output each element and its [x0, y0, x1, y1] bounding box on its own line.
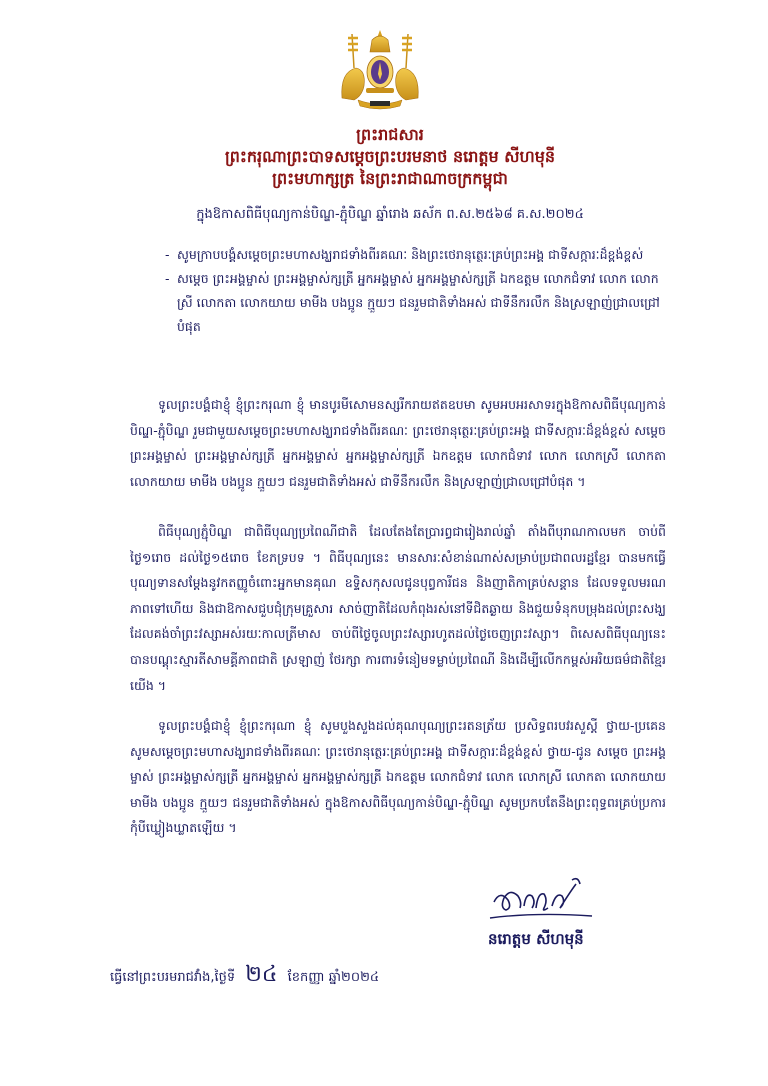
addressee-item: - សូមក្រាបបង្គំសម្តេចព្រះមហាសង្ឃរាជទាំងពីរគណៈ និងព្រះថេរានុត្ថេរៈគ្រប់ព្រះអង្គ ជាទីសក្ការៈដ៏ខ្ពង់ខ្ពស់	[165, 247, 644, 262]
date-suffix: ខែកញ្ញា ឆ្នាំ២០២៤	[287, 970, 380, 985]
handwritten-signature	[486, 862, 596, 924]
addressee-text: សូមក្រាបបង្គំសម្តេចព្រះមហាសង្ឃរាជទាំងពីរគណៈ និងព្រះថេរានុត្ថេរៈគ្រប់ព្រះអង្គ ជាទីសក្ការៈដ៏ខ្ពង់ខ្ពស់	[177, 247, 644, 262]
king-name-line: ព្រះករុណាព្រះបាទសម្តេចព្រះបរមនាថ នរោត្តម សីហមុនី	[224, 147, 556, 166]
message-title: ព្រះរាជសារ	[356, 125, 424, 144]
addressee-text: សម្តេច ព្រះអង្គម្ចាស់ ព្រះអង្គម្ចាស់ក្សត្រី អ្នកអង្គម្ចាស់ អ្នកអង្គម្ចាស់ក្សត្រី ឯកឧត្តម លោកជំទាវ លោក លោកស្រី លោកតា លោកយាយ មាមីង បងប្អូន ក្មួយៗ ជនរួមជាតិទាំងអស់ ជាទីនឹករលឹក និងស្រឡាញ់ជ្រាលជ្រៅបំផុត	[177, 271, 660, 334]
body-paragraph-3: ទូលព្រះបង្គំជាខ្ញុំ ខ្ញុំព្រះករុណា ខ្ញុំ សូមបួងសួងដល់គុណបុណ្យព្រះរតនត្រ័យ ប្រសិទ្ធពរបវរសួស្តី ថ្វាយ-ប្រគេន សូមសម្តេចព្រះមហាសង្ឃរាជទាំងពីរគណៈ ព្រះថេរានុត្ថេរៈគ្រប់ព្រះអង្គ ជាទីសក្ការៈដ៏ខ្ពង់ខ្ពស់ ថ្វាយ-ជូន សម្តេច ព្រះអង្គម្ចាស់ ព្រះអង្គម្ចាស់ក្សត្រី អ្នកអង្គម្ចាស់ អ្នកអង្គម្ចាស់ក្សត្រី ឯកឧត្តម លោកជំទាវ លោក លោកស្រី លោកតា លោកយាយ មាមីង បងប្អូន ក្មួយៗ ជនរួមជាតិទាំងអស់ ក្នុងឱកាសពិធីបុណ្យកាន់បិណ្ឌ-ភ្ជុំបិណ្ឌ សូមប្រកបតែនឹងព្រះពុទ្ធពរគ្រប់ប្រការកុំបីឃ្លៀងឃ្លាតឡើយ ។	[130, 718, 666, 836]
date-line	[110, 960, 379, 992]
occasion-line: ក្នុងឱកាសពិធីបុណ្យកាន់បិណ្ឌ-ភ្ជុំបិណ្ឌ ឆ្នាំរោង ឆស័ក ព.ស.២៥៦៨ គ.ស.២០២៤	[196, 207, 584, 222]
date-prefix: ធ្វើនៅព្រះបរមរាជវាំង,ថ្ងៃទី	[110, 970, 236, 985]
message-header	[120, 124, 660, 190]
signer-name: នរោត្តម សីហមុនី	[488, 930, 584, 948]
addressee-list	[165, 243, 665, 339]
king-role-line: ព្រះមហាក្សត្រ នៃព្រះរាជាណាចក្រកម្ពុជា	[272, 169, 508, 188]
royal-emblem-icon	[336, 28, 424, 112]
date-day: ២៤	[245, 962, 278, 987]
body-paragraph-2: ពិធីបុណ្យភ្ជុំបិណ្ឌ ជាពិធីបុណ្យប្រពៃណីជាតិ ដែលតែងតែប្រារព្ធជារៀងរាល់ឆ្នាំ តាំងពីបុរាណកាលមក ចាប់ពីថ្ងៃ១រោច ដល់ថ្ងៃ១៥រោច ខែភទ្របទ ។ ពិធីបុណ្យនេះ មានសារៈសំខាន់ណាស់សម្រាប់ប្រជាពលរដ្ឋខ្មែរ បានមកធ្វើបុណ្យទានសម្តែងនូវកតញ្ញូចំពោះអ្នកមានគុណ ឧទ្ទិសកុសលជូនបុព្វការីជន និងញាតិកាគ្រប់សន្តាន ដែលទទួលមរណភាពទៅហើយ និងជាឱកាសជួបជុំក្រុមគ្រួសារ សាច់ញាតិដែលកំពុងរស់នៅទីជិតឆ្ងាយ និងជួយទំនុកបម្រុងដល់ព្រះសង្ឃដែលគង់ចាំព្រះវស្សាអស់រយៈកាលត្រីមាស ចាប់ពីថ្ងៃចូលព្រះវស្សារហូតដល់ថ្ងៃចេញព្រះវស្សា។ ពិសេសពិធីបុណ្យនេះ បានបណ្ដុះស្មារតីសាមគ្គីភាពជាតិ ស្រឡាញ់ ថែរក្សា ការពារទំនៀមទម្លាប់ប្រពៃណី និងដើម្បីលើកកម្ពស់អរិយធម៌ជាតិខ្មែរយើង ។	[130, 524, 666, 693]
body-paragraph-1: ទូលព្រះបង្គំជាខ្ញុំ ខ្ញុំព្រះករុណា ខ្ញុំ មានបូរមីសោមនស្សរីករាយឥតឧបមា សូមអបអរសាទរក្នុងឱកាសពិធីបុណ្យកាន់បិណ្ឌ-ភ្ជុំបិណ្ឌ រួមជាមួយសម្តេចព្រះមហាសង្ឃរាជទាំងពីរគណៈ ព្រះថេរានុត្ថេរៈគ្រប់ព្រះអង្គ ជាទីសក្ការៈដ៏ខ្ពង់ខ្ពស់ សម្តេច ព្រះអង្គម្ចាស់ ព្រះអង្គម្ចាស់ក្សត្រី អ្នកអង្គម្ចាស់ អ្នកអង្គម្ចាស់ក្សត្រី ឯកឧត្តម លោកជំទាវ លោក លោកស្រី លោកតា លោកយាយ មាមីង បងប្អូន ក្មួយៗ ជនរួមជាតិទាំងអស់ ជាទីនឹករលឹក និងស្រឡាញ់ជ្រាលជ្រៅបំផុត ។	[130, 397, 666, 489]
addressee-item: - សម្តេច ព្រះអង្គម្ចាស់ ព្រះអង្គម្ចាស់ក្សត្រី អ្នកអង្គម្ចាស់ អ្នកអង្គម្ចាស់ក្សត្រី ឯកឧត្តម លោកជំទាវ លោក លោកស្រី លោកតា លោកយាយ មាមីង បងប្អូន ក្មួយៗ ជនរួមជាតិទាំងអស់ ជាទីនឹករលឹក និងស្រឡាញ់ជ្រាលជ្រៅបំផុត	[165, 271, 660, 334]
